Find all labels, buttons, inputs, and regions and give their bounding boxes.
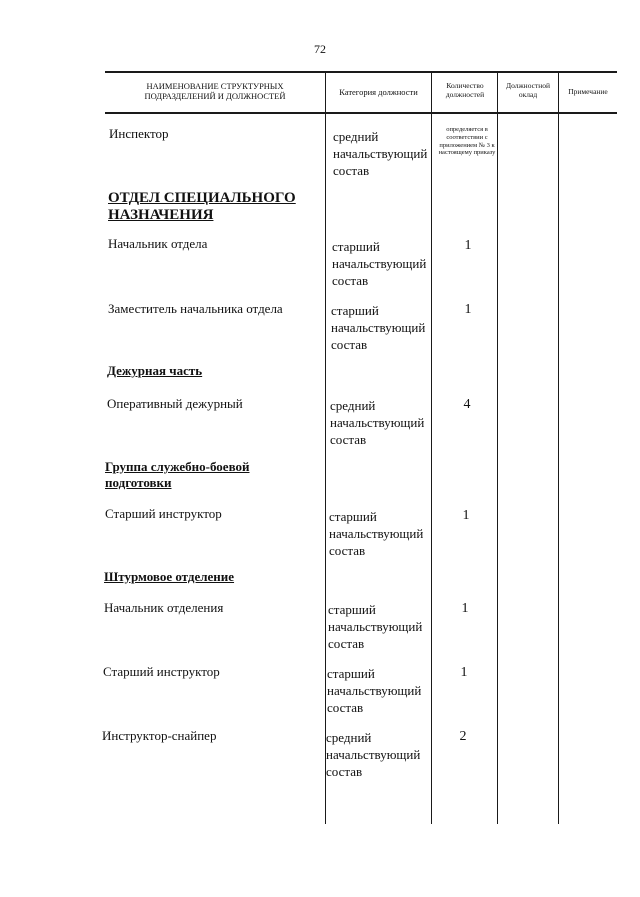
- header-category: Категория должности: [339, 87, 418, 97]
- position-quantity: 1: [462, 508, 470, 523]
- column-divider: [497, 72, 498, 824]
- position-category: старший начальствующий состав: [331, 303, 426, 353]
- position-quantity: 4: [463, 397, 471, 412]
- position-name: Оперативный дежурный: [107, 396, 243, 411]
- position-name: Заместитель начальника отдела: [108, 301, 283, 316]
- column-divider: [325, 72, 326, 824]
- position-name: Начальник отделения: [104, 600, 224, 615]
- header-salary: Должностной оклад: [505, 81, 551, 99]
- position-quantity: 1: [460, 665, 468, 680]
- table-top-border: [105, 71, 617, 73]
- position-name: Инспектор: [109, 126, 169, 141]
- header-name: НАИМЕНОВАНИЕ СТРУКТУРНЫХ ПОДРАЗДЕЛЕНИЙ И ДОЛЖНОСТЕЙ: [144, 81, 286, 101]
- position-name: Старший инструктор: [103, 664, 220, 679]
- header-note: Примечание: [568, 87, 608, 96]
- position-category: старший начальствующий состав: [329, 509, 424, 559]
- position-category: средний начальствующий состав: [326, 730, 421, 780]
- position-category: старший начальствующий состав: [332, 239, 427, 289]
- section-heading: Штурмовое отделение: [104, 569, 235, 584]
- page-number: 72: [314, 42, 326, 56]
- column-divider: [558, 72, 559, 824]
- position-category: средний начальствующий состав: [330, 398, 425, 448]
- position-category: старший начальствующий состав: [328, 602, 423, 652]
- position-name: Старший инструктор: [105, 506, 222, 521]
- position-quantity: 1: [464, 302, 472, 317]
- position-quantity: 1: [464, 238, 472, 253]
- position-quantity: 2: [459, 729, 467, 744]
- header-quantity: Количество должностей: [445, 81, 485, 99]
- position-name: Начальник отдела: [108, 236, 208, 251]
- section-heading: ОТДЕЛ СПЕЦИАЛЬНОГО НАЗНАЧЕНИЯ: [108, 190, 296, 224]
- section-heading: Группа служебно-боевой подготовки: [105, 459, 250, 491]
- position-name: Инструктор-снайпер: [102, 728, 217, 743]
- position-category: старший начальствующий состав: [327, 666, 422, 716]
- position-category: средний начальствующий состав: [333, 129, 428, 179]
- section-heading: Дежурная часть: [107, 363, 203, 378]
- table-header-bottom-border: [105, 112, 617, 114]
- position-quantity: определяется в соответствии с приложением № 3 к настоящему приказу: [438, 126, 496, 157]
- position-quantity: 1: [461, 601, 469, 616]
